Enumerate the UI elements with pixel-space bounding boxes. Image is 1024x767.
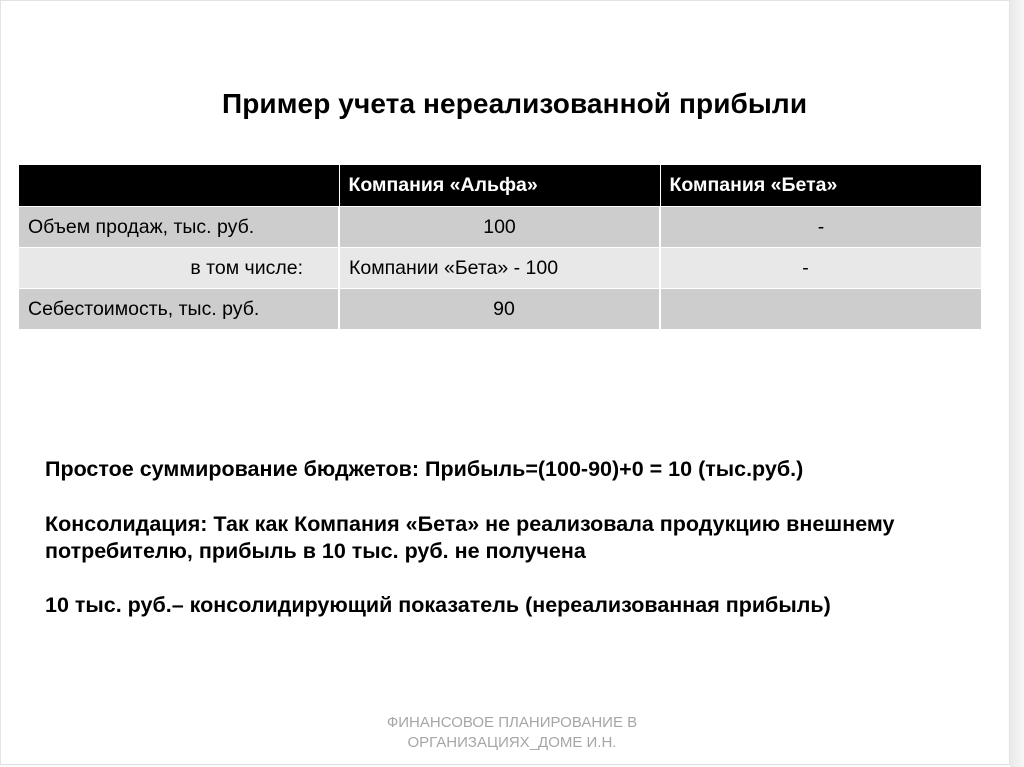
table-header-cell	[19, 165, 339, 207]
table-cell: -	[660, 207, 981, 248]
table-row	[19, 207, 981, 248]
table-header-cell: Компания «Альфа»	[339, 165, 660, 207]
table-cell: Компании «Бета» - 100	[339, 248, 660, 289]
consolidation-paragraph: Консолидация: Так как Компания «Бета» не реализовала продукцию внешнему потребителю, прибыль в 10 тыс. руб. не получена	[45, 512, 895, 563]
summation-paragraph: Простое суммирование бюджетов: Прибыль=(100-90)+0 = 10 (тыс.руб.)	[45, 457, 804, 481]
table-header-row	[19, 165, 981, 207]
table-cell: 90	[339, 289, 660, 330]
footer-line: ОРГАНИЗАЦИЯХ_ДОМЕ И.Н.	[407, 734, 617, 751]
slide-footer	[312, 713, 712, 753]
table-cell: -	[660, 248, 981, 289]
table-header-cell: Компания «Бета»	[660, 165, 981, 207]
comparison-table	[19, 165, 981, 329]
title-text: Пример учета нереализованной прибыли	[222, 88, 808, 119]
footer-line: ФИНАНСОВОЕ ПЛАНИРОВАНИЕ В	[386, 714, 638, 731]
table-cell: 100	[339, 207, 660, 248]
slide-edge-shadow	[1010, 0, 1024, 767]
table-row	[19, 289, 981, 330]
table-row	[19, 248, 981, 289]
table-cell: Себестоимость, тыс. руб.	[19, 289, 339, 330]
indicator-paragraph: 10 тыс. руб.– консолидирующий показатель (нереализованная прибыль)	[45, 593, 831, 617]
table-cell: Объем продаж, тыс. руб.	[19, 207, 339, 248]
table-cell	[660, 289, 981, 330]
slide-title	[222, 88, 807, 120]
table-cell: в том числе:	[19, 248, 339, 289]
